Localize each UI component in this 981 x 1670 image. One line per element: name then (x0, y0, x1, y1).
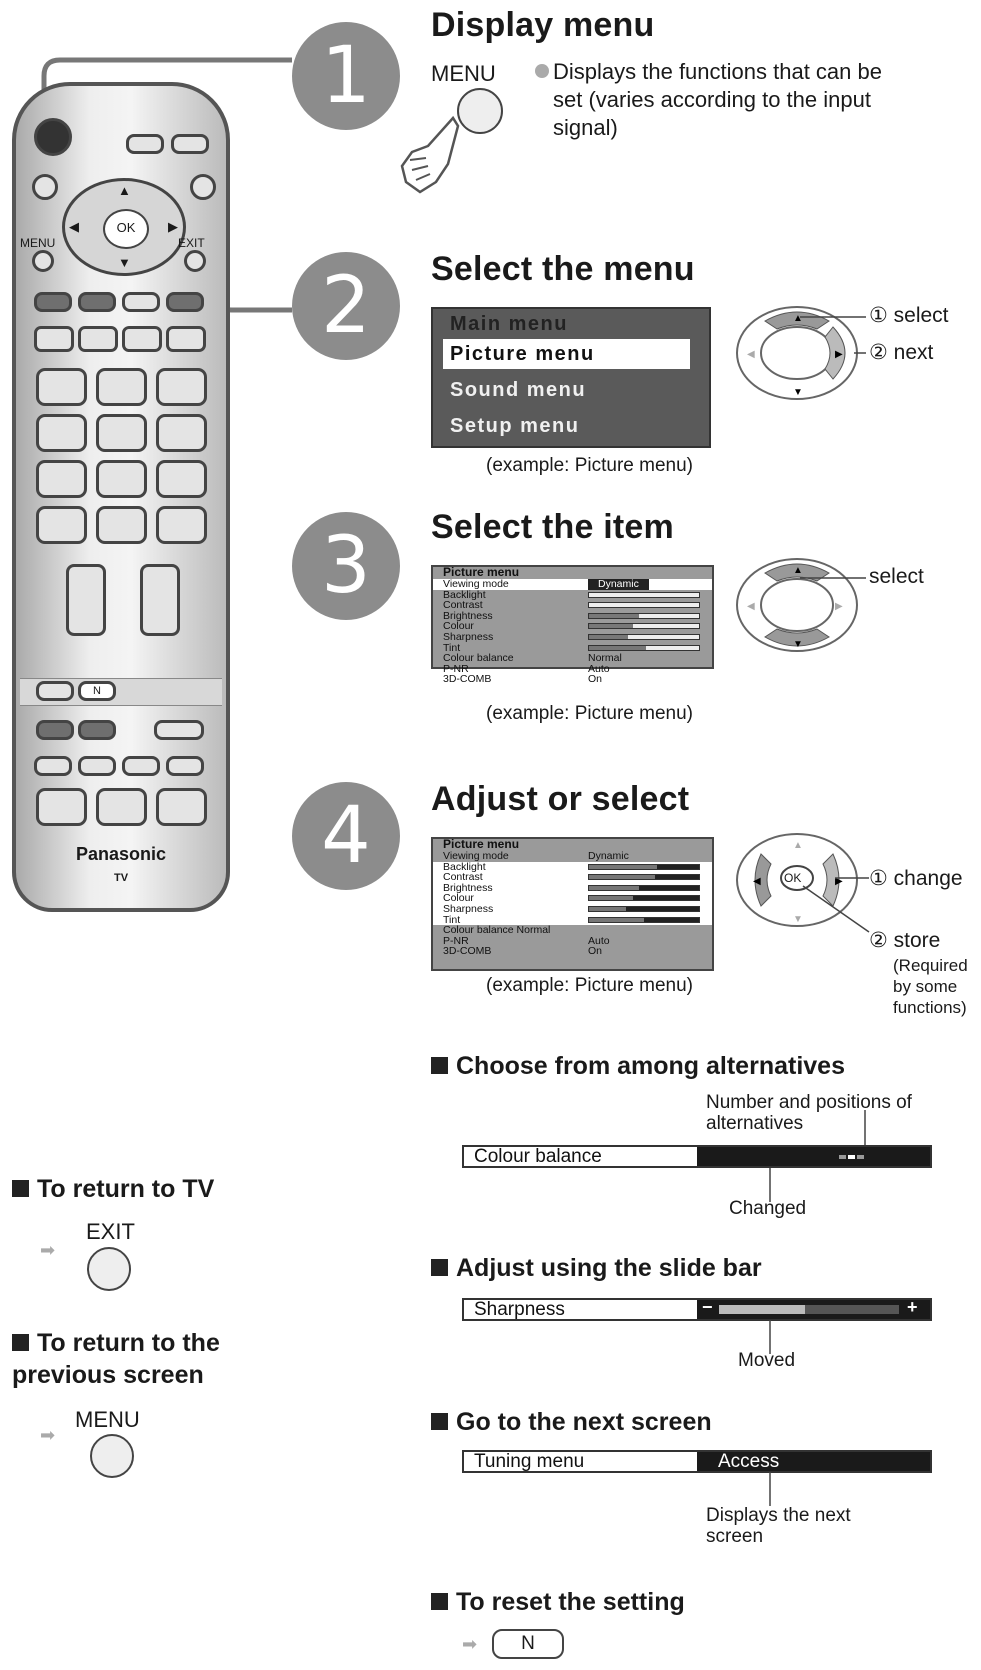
exit-button[interactable] (184, 250, 206, 272)
remote-small-button[interactable] (36, 720, 74, 740)
step-2-title: Select the menu (431, 250, 695, 288)
tv-label: TV (113, 872, 129, 884)
main-menu-panel (431, 307, 711, 448)
slide-bar-heading: Adjust using the slide bar (431, 1254, 762, 1283)
function-button[interactable] (122, 326, 162, 352)
number-button[interactable] (156, 414, 207, 452)
number-button[interactable] (36, 368, 87, 406)
arrow-icon: ➡ (40, 1240, 56, 1260)
step-3-caption: (example: Picture menu) (486, 703, 693, 724)
bullet-icon (535, 64, 549, 78)
picture-menu-panel (431, 565, 714, 686)
slider-fill (719, 1305, 805, 1314)
number-button[interactable] (96, 368, 147, 406)
picture-menu-panel: Picture menu Viewing mode Dynamic Backlight Contrast Brightness Colour Sharpness Tint Colour balance Normal P-NR Auto 3D-COMB On (431, 837, 714, 971)
svg-text:▶: ▶ (835, 349, 843, 360)
step-4-title: Adjust or select (431, 780, 690, 818)
remote-button[interactable] (96, 788, 147, 826)
remote-small-button[interactable] (122, 756, 160, 776)
volume-button[interactable] (66, 564, 106, 636)
return-prev-heading: To return to the previous screen (12, 1329, 220, 1389)
color-button[interactable] (122, 292, 160, 312)
remote-small-button[interactable] (78, 756, 116, 776)
step-2-caption: (example: Picture menu) (486, 455, 693, 476)
svg-text:▲: ▲ (793, 840, 803, 851)
alternatives-heading: Choose from among alternatives (431, 1052, 845, 1081)
number-button[interactable] (36, 414, 87, 452)
svg-text:◀: ◀ (753, 876, 761, 887)
up-arrow-icon[interactable]: ▲ (118, 183, 131, 198)
menu-row[interactable]: Colour (433, 893, 712, 904)
n-button[interactable]: N (78, 681, 116, 701)
tuning-menu-bar[interactable]: Tuning menu Access (462, 1450, 932, 1473)
svg-text:◀: ◀ (747, 349, 755, 360)
remote-round-button[interactable] (32, 174, 58, 200)
menu-row[interactable]: 3D-COMB On (443, 673, 603, 686)
plus-icon[interactable]: + (907, 1297, 918, 1317)
menu-button-label: MENU (431, 61, 496, 86)
menu-button[interactable] (90, 1434, 134, 1478)
menu-title: Main menu (450, 313, 568, 335)
function-button[interactable] (78, 326, 118, 352)
menu-row[interactable]: Viewing mode Dynamic (443, 850, 629, 862)
step-2-number: 2 (292, 252, 400, 360)
svg-text:▼: ▼ (793, 387, 803, 398)
slider-track[interactable] (719, 1305, 899, 1314)
menu-row[interactable]: Colour balance Normal (443, 652, 622, 665)
remote-small-button[interactable] (36, 681, 74, 701)
menu-row[interactable]: Brightness (433, 611, 712, 622)
step-1-number: 1 (292, 22, 400, 130)
number-button[interactable] (156, 460, 207, 498)
menu-row[interactable]: Contrast (433, 872, 712, 883)
svg-text:▼: ▼ (793, 914, 803, 925)
callout-select: select (869, 565, 924, 588)
menu-row[interactable]: Sharpness (433, 632, 712, 643)
remote-small-button[interactable] (166, 756, 204, 776)
callout-select: ① select (869, 304, 949, 327)
menu-label: MENU (20, 236, 56, 250)
menu-item-picture[interactable]: Picture menu (443, 339, 690, 369)
power-button[interactable] (34, 118, 72, 156)
menu-row[interactable]: Tint (433, 643, 712, 654)
menu-row[interactable]: Backlight (433, 862, 712, 873)
menu-row[interactable]: Contrast (433, 600, 712, 611)
step-3-title: Select the item (431, 508, 674, 546)
color-button[interactable] (166, 292, 204, 312)
remote-button[interactable] (36, 788, 87, 826)
callout-change: ① change (869, 867, 963, 890)
function-button[interactable] (166, 326, 206, 352)
channel-button[interactable] (140, 564, 180, 636)
menu-button[interactable] (32, 250, 54, 272)
exit-button-label: EXIT (86, 1219, 135, 1244)
number-button[interactable] (156, 368, 207, 406)
dpad[interactable] (62, 178, 186, 276)
function-button[interactable] (34, 326, 74, 352)
callout-store-note: (Required by some functions) (893, 956, 968, 1017)
menu-row[interactable]: Tint (433, 915, 712, 926)
color-button[interactable] (34, 292, 72, 312)
menu-row[interactable]: Colour balance Normal (443, 924, 551, 937)
colour-balance-bar[interactable]: Colour balance (462, 1145, 932, 1168)
menu-item-setup[interactable]: Setup menu (450, 415, 580, 437)
exit-label: EXIT (178, 236, 205, 250)
svg-text:▶: ▶ (835, 601, 843, 612)
menu-item-sound[interactable]: Sound menu (450, 379, 587, 401)
brand-logo: Panasonic (75, 844, 167, 864)
step-4-caption: (example: Picture menu) (486, 975, 693, 996)
step-4-number: 4 (292, 782, 400, 890)
step-1-description: Displays the functions that can be set (varies according to the input signal) (553, 59, 882, 140)
number-button[interactable] (96, 414, 147, 452)
changed-label: Changed (729, 1198, 807, 1219)
remote-round-button[interactable] (190, 174, 216, 200)
next-screen-heading: Go to the next screen (431, 1408, 712, 1437)
return-tv-heading: To return to TV (12, 1175, 214, 1204)
remote-small-button[interactable] (34, 756, 72, 776)
callout-store: ② store (869, 929, 941, 952)
menu-row[interactable]: P-NR Auto (443, 662, 610, 675)
menu-row[interactable]: P-NR Auto (443, 934, 610, 947)
callout-next: ② next (869, 341, 934, 364)
arrow-icon: ➡ (462, 1634, 478, 1654)
left-arrow-icon[interactable]: ◀ (69, 219, 79, 234)
remote-small-button[interactable] (126, 134, 164, 154)
menu-row[interactable]: Brightness (433, 883, 712, 894)
remote-small-button[interactable] (154, 720, 204, 740)
svg-text:◀: ◀ (747, 601, 755, 612)
reset-heading: To reset the setting (431, 1588, 685, 1617)
menu-row[interactable]: 3D-COMB On (443, 945, 603, 958)
moved-label: Moved (738, 1350, 796, 1371)
arrow-icon: ➡ (40, 1425, 56, 1445)
number-button[interactable] (96, 460, 147, 498)
exit-button[interactable] (87, 1247, 131, 1291)
next-screen-note: Displays the next screen (706, 1505, 851, 1547)
right-arrow-icon[interactable]: ▶ (168, 219, 178, 234)
color-button[interactable] (78, 292, 116, 312)
picture-menu-title: Picture menu (443, 565, 520, 579)
callout-lines (800, 307, 880, 367)
callout-line (800, 575, 870, 585)
alternatives-note: Number and positions of alternatives (706, 1092, 912, 1134)
menu-button-label: MENU (75, 1407, 140, 1432)
ok-button[interactable]: OK (103, 209, 149, 249)
menu-row[interactable]: Backlight (433, 590, 712, 601)
menu-row[interactable]: Colour (433, 621, 712, 632)
number-button[interactable] (36, 460, 87, 498)
minus-icon[interactable]: − (702, 1297, 713, 1317)
n-button[interactable]: N (492, 1629, 564, 1659)
hand-pointer-icon (398, 112, 468, 198)
svg-text:▲: ▲ (793, 565, 803, 576)
svg-text:▶: ▶ (835, 876, 843, 887)
dpad-diagram (735, 555, 865, 655)
remote-button[interactable] (156, 788, 207, 826)
svg-text:▼: ▼ (793, 639, 803, 650)
number-button[interactable] (156, 506, 207, 544)
sharpness-slide-bar[interactable]: Sharpness − + (462, 1298, 932, 1321)
number-button[interactable] (96, 506, 147, 544)
ok-button[interactable]: OK (784, 871, 802, 885)
remote-small-button[interactable] (78, 720, 116, 740)
menu-row[interactable]: Viewing mode Dynamic (433, 579, 712, 590)
access-value[interactable]: Access (718, 1451, 780, 1472)
remote-control (12, 82, 230, 912)
step-1-title: Display menu (431, 6, 655, 44)
down-arrow-icon[interactable]: ▼ (118, 255, 131, 270)
menu-row[interactable]: Sharpness (433, 904, 712, 915)
number-button[interactable] (36, 506, 87, 544)
remote-small-button[interactable] (171, 134, 209, 154)
svg-text:▲: ▲ (793, 313, 803, 324)
step-3-number: 3 (292, 512, 400, 620)
